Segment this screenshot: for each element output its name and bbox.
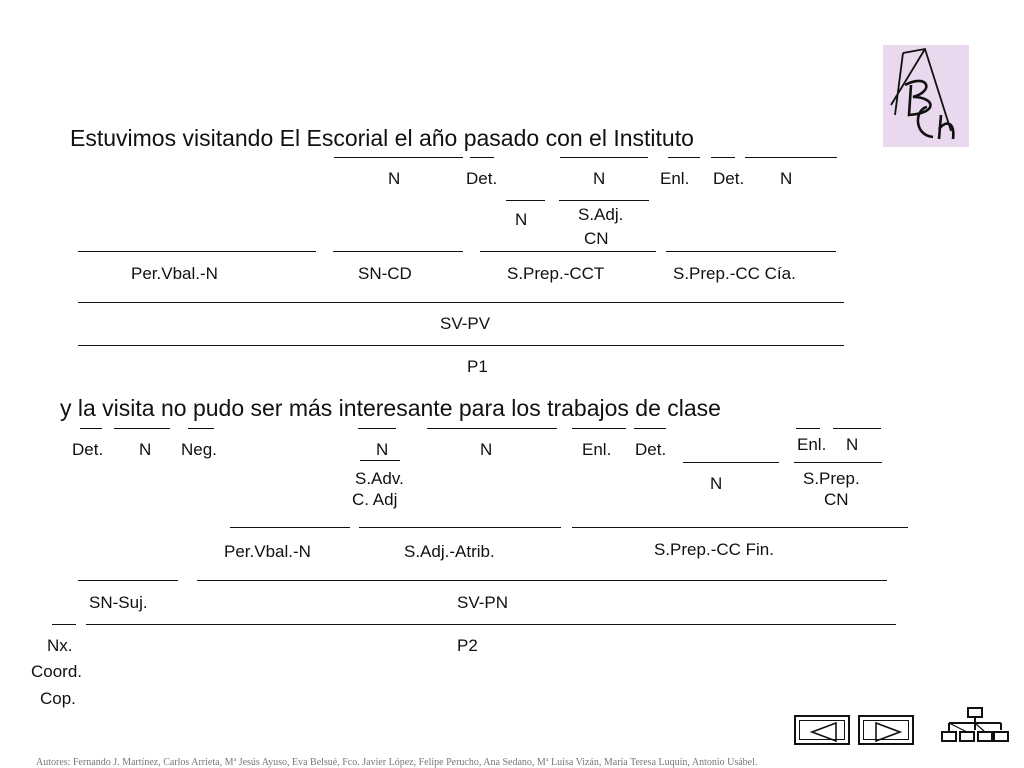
label-enl: Enl.: [797, 435, 827, 454]
underline-sadv: [360, 460, 400, 461]
sentence-1: Estuvimos visitando El Escorial el año pasado con el Instituto: [70, 125, 694, 151]
next-button[interactable]: [858, 715, 914, 745]
underline-snsuj: [78, 580, 178, 581]
underline-más: [358, 428, 396, 429]
underline-svpv: [78, 302, 844, 303]
label-svpv: SV-PV: [440, 314, 491, 333]
label-cn: CN: [584, 229, 609, 248]
underline-pervbal: [78, 251, 316, 252]
underline-n-level2: [506, 200, 545, 201]
underline-nexo: [52, 624, 76, 625]
underline-sprep-fin: [572, 527, 908, 528]
label-n: N: [376, 440, 389, 459]
underline-sadj-atrib: [359, 527, 561, 528]
triangle-left-icon: [796, 717, 852, 747]
bch-logo-icon: [883, 45, 969, 147]
underline-interesante: [427, 428, 557, 429]
triangle-right-icon: [860, 717, 916, 747]
underline-pervbal: [230, 527, 350, 528]
underline-los: [634, 428, 666, 429]
label-snsuj: SN-Suj.: [89, 593, 148, 612]
underline-svpn: [197, 580, 887, 581]
underline-sadj: [559, 200, 649, 201]
underline-el-1: [470, 157, 494, 158]
label-neg: Neg.: [181, 440, 217, 459]
sentence-2: y la visita no pudo ser más interesante para los trabajos de clase: [60, 395, 721, 421]
underline-visita: [114, 428, 170, 429]
label-n: N: [480, 440, 493, 459]
logo: [883, 45, 969, 147]
underline-p1: [78, 345, 844, 346]
label-sprep: S.Prep.: [803, 469, 860, 488]
underline-clase: [833, 428, 881, 429]
underline-el-escorial: [334, 157, 463, 158]
label-cn: CN: [824, 490, 849, 509]
authors-footer: Autores: Fernando J. Martínez, Carlos Arrieta, Mª Jesús Ayuso, Eva Belsué, Fco. Javier López, Felipe Perucho, Ana Sedano, Mª Luisa Vizán, María Teresa Luquín, Antonio Usábel.: [36, 757, 758, 768]
label-sncd: SN-CD: [358, 264, 412, 283]
label-sadj-atrib: S.Adj.-Atrib.: [404, 542, 495, 561]
label-n: N: [139, 440, 152, 459]
label-nexo: Nx.: [47, 636, 73, 655]
label-det: Det.: [713, 169, 745, 188]
underline-sncd: [333, 251, 463, 252]
underline-no: [188, 428, 214, 429]
label-sadv: S.Adv.: [355, 469, 404, 488]
underline-año-pasado: [560, 157, 648, 158]
label-det: Det.: [466, 169, 498, 188]
label-sprepccc: S.Prep.-CC Cía.: [673, 264, 796, 283]
label-sadj: S.Adj.: [578, 205, 624, 224]
label-p1: P1: [467, 357, 488, 376]
previous-button[interactable]: [794, 715, 850, 745]
label-enl: Enl.: [582, 440, 612, 459]
label-svpn: SV-PN: [457, 593, 509, 612]
label-det: Det.: [72, 440, 104, 459]
label-coord: Coord.: [31, 662, 83, 681]
label-p2: P2: [457, 636, 478, 655]
underline-para: [572, 428, 626, 429]
label-cadj: C. Adj: [352, 490, 398, 509]
underline-sprep-cn: [794, 462, 882, 463]
label-n: N: [710, 474, 723, 493]
label-n: N: [388, 169, 401, 188]
underline-la: [80, 428, 102, 429]
label-pervbal: Per.Vbal.-N: [224, 542, 311, 561]
label-cop: Cop.: [40, 689, 76, 708]
label-sprepcct: S.Prep.-CCT: [507, 264, 605, 283]
underline-sprepccc: [666, 251, 836, 252]
label-n: N: [846, 435, 859, 454]
label-det: Det.: [635, 440, 667, 459]
site-map-button[interactable]: [940, 706, 1010, 746]
underline-el-2: [711, 157, 735, 158]
label-n: N: [780, 169, 793, 188]
underline-sprepcct: [480, 251, 656, 252]
label-enl: Enl.: [660, 169, 690, 188]
label-n: N: [515, 210, 528, 229]
site-map-icon: [940, 706, 1010, 746]
underline-con: [668, 157, 700, 158]
underline-p2: [86, 624, 896, 625]
label-sprep-fin: S.Prep.-CC Fin.: [654, 540, 774, 559]
label-pervbal: Per.Vbal.-N: [131, 264, 218, 283]
underline-de: [796, 428, 820, 429]
underline-n-trabajos: [683, 462, 779, 463]
label-n: N: [593, 169, 606, 188]
underline-instituto: [745, 157, 837, 158]
